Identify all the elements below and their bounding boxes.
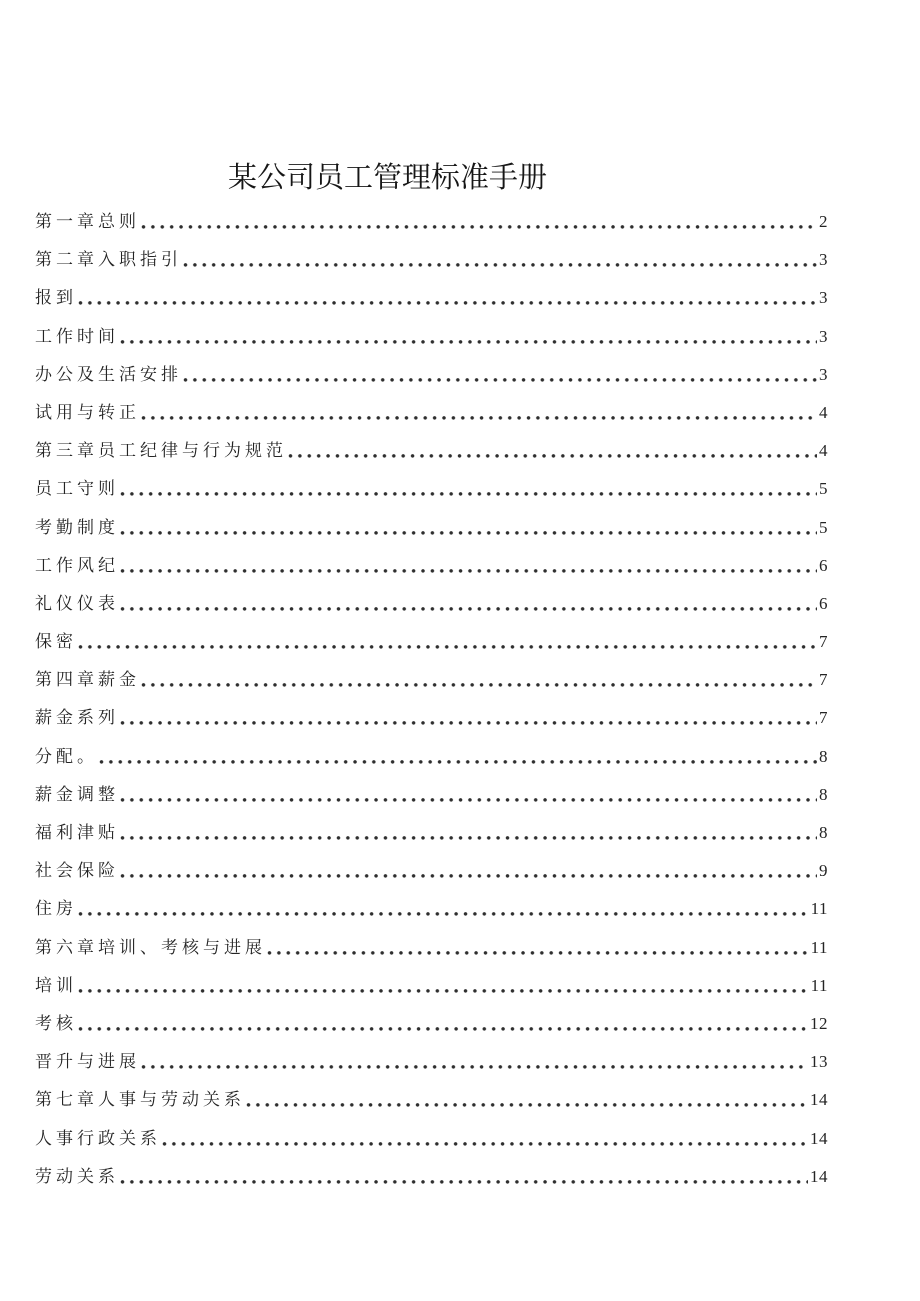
toc-entry-page: 7 bbox=[819, 708, 828, 728]
toc-entry-page: 3 bbox=[819, 250, 828, 270]
toc-dot-leader bbox=[77, 279, 817, 317]
toc-entry-page: 8 bbox=[819, 784, 828, 804]
toc-entry-label: 保密 bbox=[35, 632, 77, 652]
toc-dot-leader bbox=[140, 661, 817, 699]
toc-entry-label: 劳动关系 bbox=[35, 1166, 119, 1186]
toc-entry-label: 第二章入职指引 bbox=[35, 250, 182, 270]
toc-entry-label: 办公及生活安排 bbox=[35, 364, 182, 384]
toc-entry-label: 工作时间 bbox=[35, 326, 119, 346]
toc-entry-label: 试用与转正 bbox=[35, 402, 140, 422]
toc-entry-page: 14 bbox=[810, 1166, 828, 1186]
toc-entry-label: 分配。 bbox=[35, 746, 98, 766]
toc-dot-leader bbox=[77, 623, 817, 661]
toc-entry-label: 考核 bbox=[35, 1013, 77, 1033]
toc-entry[interactable] bbox=[35, 318, 828, 356]
toc-dot-leader bbox=[119, 699, 817, 737]
toc-entry[interactable] bbox=[35, 814, 828, 852]
toc-dot-leader bbox=[161, 1120, 808, 1158]
toc-entry-label: 第三章员工纪律与行为规范 bbox=[35, 441, 287, 461]
toc-entry[interactable] bbox=[35, 623, 828, 661]
toc-dot-leader bbox=[287, 432, 817, 470]
toc-entry[interactable] bbox=[35, 890, 828, 928]
toc-entry-label: 培训 bbox=[35, 975, 77, 995]
toc-entry[interactable] bbox=[35, 852, 828, 890]
toc-entry[interactable] bbox=[35, 929, 828, 967]
toc-entry-label: 第一章总则 bbox=[35, 212, 140, 231]
toc-dot-leader bbox=[119, 470, 817, 508]
toc-entry-label: 第四章薪金 bbox=[35, 670, 140, 690]
table-of-contents bbox=[35, 203, 828, 1196]
toc-entry[interactable] bbox=[35, 1005, 828, 1043]
toc-entry-page: 11 bbox=[810, 899, 828, 919]
toc-entry-page: 6 bbox=[819, 555, 828, 575]
toc-entry-label: 人事行政关系 bbox=[35, 1128, 161, 1148]
document-title: 某公司员工管理标准手册 bbox=[228, 162, 548, 194]
toc-entry[interactable] bbox=[35, 509, 828, 547]
toc-entry-label: 薪金系列 bbox=[35, 708, 119, 728]
toc-entry-label: 员工守则 bbox=[35, 479, 119, 499]
toc-dot-leader bbox=[119, 318, 817, 356]
toc-entry[interactable] bbox=[35, 1158, 828, 1196]
toc-entry[interactable] bbox=[35, 1081, 828, 1119]
toc-dot-leader bbox=[77, 890, 809, 928]
toc-entry[interactable] bbox=[35, 279, 828, 317]
toc-entry[interactable] bbox=[35, 432, 828, 470]
toc-dot-leader bbox=[119, 547, 817, 585]
toc-entry-page: 4 bbox=[819, 441, 828, 461]
toc-dot-leader bbox=[266, 929, 809, 967]
toc-dot-leader bbox=[77, 1005, 808, 1043]
toc-entry[interactable] bbox=[35, 661, 828, 699]
toc-entry-label: 社会保险 bbox=[35, 861, 119, 881]
toc-entry-label: 报到 bbox=[35, 288, 77, 308]
toc-entry-page: 3 bbox=[819, 326, 828, 346]
toc-dot-leader bbox=[98, 738, 817, 776]
toc-entry-label: 第七章人事与劳动关系 bbox=[35, 1090, 245, 1110]
toc-entry-label: 住房 bbox=[35, 899, 77, 919]
toc-entry-page: 5 bbox=[819, 479, 828, 499]
toc-entry-page: 11 bbox=[810, 937, 828, 957]
toc-entry[interactable] bbox=[35, 203, 828, 241]
toc-entry-page: 6 bbox=[819, 593, 828, 613]
toc-entry-page: 7 bbox=[819, 632, 828, 652]
toc-entry[interactable] bbox=[35, 241, 828, 279]
toc-entry-label: 晋升与进展 bbox=[35, 1052, 140, 1072]
toc-entry-label: 福利津贴 bbox=[35, 823, 119, 842]
toc-entry-label: 考勤制度 bbox=[35, 517, 119, 537]
toc-entry-page: 13 bbox=[810, 1052, 828, 1072]
toc-dot-leader bbox=[140, 203, 817, 241]
toc-entry-label: 薪金调整 bbox=[35, 784, 119, 804]
toc-entry[interactable] bbox=[35, 776, 828, 814]
toc-dot-leader bbox=[119, 776, 817, 814]
toc-entry-page: 2 bbox=[819, 212, 828, 231]
toc-dot-leader bbox=[77, 967, 809, 1005]
toc-entry-page: 9 bbox=[819, 861, 828, 881]
toc-entry-page: 3 bbox=[819, 288, 828, 308]
toc-dot-leader bbox=[182, 241, 817, 279]
toc-entry-page: 14 bbox=[810, 1128, 828, 1148]
toc-entry[interactable] bbox=[35, 738, 828, 776]
toc-dot-leader bbox=[119, 585, 817, 623]
toc-entry-page: 12 bbox=[810, 1013, 828, 1033]
toc-entry[interactable] bbox=[35, 547, 828, 585]
toc-dot-leader bbox=[119, 509, 817, 547]
toc-dot-leader bbox=[119, 1158, 808, 1196]
toc-entry-page: 14 bbox=[810, 1090, 828, 1110]
toc-entry-page: 3 bbox=[819, 364, 828, 384]
toc-entry-page: 8 bbox=[819, 746, 828, 766]
toc-entry[interactable] bbox=[35, 394, 828, 432]
toc-entry[interactable] bbox=[35, 470, 828, 508]
toc-dot-leader bbox=[119, 814, 817, 852]
toc-entry[interactable] bbox=[35, 699, 828, 737]
toc-entry-page: 7 bbox=[819, 670, 828, 690]
toc-entry[interactable] bbox=[35, 1043, 828, 1081]
toc-dot-leader bbox=[119, 852, 817, 890]
toc-entry[interactable] bbox=[35, 967, 828, 1005]
toc-dot-leader bbox=[140, 1043, 808, 1081]
toc-entry[interactable] bbox=[35, 585, 828, 623]
toc-entry-label: 工作风纪 bbox=[35, 555, 119, 575]
toc-entry[interactable] bbox=[35, 1120, 828, 1158]
toc-dot-leader bbox=[182, 356, 817, 394]
toc-dot-leader bbox=[140, 394, 817, 432]
toc-dot-leader bbox=[245, 1081, 808, 1119]
toc-entry[interactable] bbox=[35, 356, 828, 394]
toc-entry-label: 礼仪仪表 bbox=[35, 593, 119, 613]
toc-entry-page: 4 bbox=[819, 402, 828, 422]
toc-entry-page: 5 bbox=[819, 517, 828, 537]
toc-entry-page: 8 bbox=[819, 823, 828, 842]
toc-entry-label: 第六章培训、考核与进展 bbox=[35, 937, 266, 957]
toc-entry-page: 11 bbox=[810, 975, 828, 995]
